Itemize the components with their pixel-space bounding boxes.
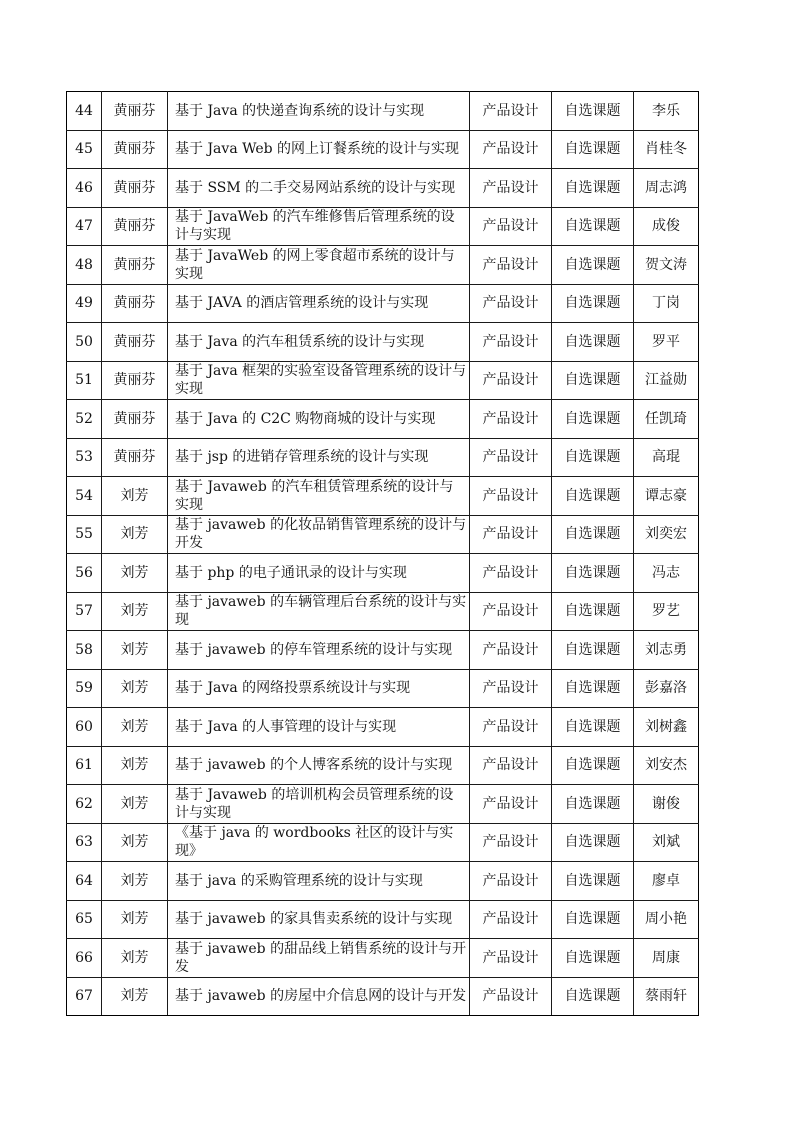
- row-number-cell: 66: [67, 939, 102, 978]
- topic-source-cell: 自选课题: [552, 862, 634, 901]
- topic-title-cell: 基于 SSM 的二手交易网站系统的设计与实现: [168, 169, 470, 208]
- student-name-cell: 蔡雨轩: [634, 977, 699, 1016]
- student-name-cell: 周志鸿: [634, 169, 699, 208]
- advisor-cell: 刘芳: [102, 592, 168, 631]
- topic-type-cell: 产品设计: [470, 939, 552, 978]
- table-row: [67, 554, 699, 593]
- row-number-cell: 61: [67, 746, 102, 785]
- topic-title-cell: 基于 javaweb 的家具售卖系统的设计与实现: [168, 900, 470, 939]
- student-name-cell: 周康: [634, 939, 699, 978]
- row-number-cell: 59: [67, 669, 102, 708]
- advisor-cell: 刘芳: [102, 631, 168, 670]
- table-row: [67, 477, 699, 516]
- topic-source-cell: 自选课题: [552, 746, 634, 785]
- topic-title-cell: 基于 php 的电子通讯录的设计与实现: [168, 554, 470, 593]
- student-name-cell: 贺文涛: [634, 246, 699, 285]
- topic-type-cell: 产品设计: [470, 284, 552, 323]
- table-row: [67, 438, 699, 477]
- advisor-cell: 黄丽芬: [102, 323, 168, 362]
- student-name-cell: 任凯琦: [634, 400, 699, 439]
- student-name-cell: 刘树鑫: [634, 708, 699, 747]
- topic-title-cell: 《基于 java 的 wordbooks 社区的设计与实现》: [168, 823, 470, 862]
- advisor-cell: 刘芳: [102, 746, 168, 785]
- topic-title-cell: 基于 Java 的人事管理的设计与实现: [168, 708, 470, 747]
- topic-source-cell: 自选课题: [552, 284, 634, 323]
- row-number-cell: 48: [67, 246, 102, 285]
- table-row: [67, 862, 699, 901]
- table-row: [67, 592, 699, 631]
- topic-type-cell: 产品设计: [470, 169, 552, 208]
- topic-source-cell: 自选课题: [552, 669, 634, 708]
- topic-type-cell: 产品设计: [470, 477, 552, 516]
- row-number-cell: 45: [67, 130, 102, 169]
- table-row: [67, 939, 699, 978]
- table-row: [67, 246, 699, 285]
- topic-title-cell: 基于 Java 的汽车租赁系统的设计与实现: [168, 323, 470, 362]
- row-number-cell: 49: [67, 284, 102, 323]
- student-name-cell: 丁岗: [634, 284, 699, 323]
- topic-type-cell: 产品设计: [470, 207, 552, 246]
- student-name-cell: 刘奕宏: [634, 515, 699, 554]
- topic-title-cell: 基于 Java 框架的实验室设备管理系统的设计与实现: [168, 361, 470, 400]
- topic-source-cell: 自选课题: [552, 169, 634, 208]
- student-name-cell: 刘斌: [634, 823, 699, 862]
- advisor-cell: 刘芳: [102, 669, 168, 708]
- row-number-cell: 52: [67, 400, 102, 439]
- topic-type-cell: 产品设计: [470, 708, 552, 747]
- advisor-cell: 黄丽芬: [102, 284, 168, 323]
- row-number-cell: 46: [67, 169, 102, 208]
- topic-type-cell: 产品设计: [470, 438, 552, 477]
- topic-source-cell: 自选课题: [552, 92, 634, 131]
- topic-title-cell: 基于 javaweb 的停车管理系统的设计与实现: [168, 631, 470, 670]
- topic-source-cell: 自选课题: [552, 592, 634, 631]
- topic-source-cell: 自选课题: [552, 246, 634, 285]
- table-row: [67, 323, 699, 362]
- topic-source-cell: 自选课题: [552, 361, 634, 400]
- advisor-cell: 刘芳: [102, 977, 168, 1016]
- row-number-cell: 55: [67, 515, 102, 554]
- topic-source-cell: 自选课题: [552, 939, 634, 978]
- topic-title-cell: 基于 Java Web 的网上订餐系统的设计与实现: [168, 130, 470, 169]
- student-name-cell: 李乐: [634, 92, 699, 131]
- table-row: [67, 708, 699, 747]
- topic-type-cell: 产品设计: [470, 323, 552, 362]
- advisor-cell: 刘芳: [102, 708, 168, 747]
- topic-source-cell: 自选课题: [552, 438, 634, 477]
- table-row: [67, 361, 699, 400]
- topic-type-cell: 产品设计: [470, 631, 552, 670]
- table-row: [67, 977, 699, 1016]
- topic-title-cell: 基于 javaweb 的房屋中介信息网的设计与开发: [168, 977, 470, 1016]
- advisor-cell: 黄丽芬: [102, 438, 168, 477]
- student-name-cell: 刘安杰: [634, 746, 699, 785]
- table-row: [67, 207, 699, 246]
- advisor-cell: 刘芳: [102, 939, 168, 978]
- topic-title-cell: 基于 Javaweb 的培训机构会员管理系统的设计与实现: [168, 785, 470, 824]
- topic-type-cell: 产品设计: [470, 900, 552, 939]
- student-name-cell: 罗艺: [634, 592, 699, 631]
- topic-source-cell: 自选课题: [552, 400, 634, 439]
- advisor-cell: 刘芳: [102, 862, 168, 901]
- topic-type-cell: 产品设计: [470, 400, 552, 439]
- table-row: [67, 900, 699, 939]
- advisor-cell: 刘芳: [102, 477, 168, 516]
- row-number-cell: 50: [67, 323, 102, 362]
- advisor-cell: 黄丽芬: [102, 169, 168, 208]
- advisor-cell: 黄丽芬: [102, 207, 168, 246]
- advisor-cell: 刘芳: [102, 785, 168, 824]
- row-number-cell: 47: [67, 207, 102, 246]
- topic-source-cell: 自选课题: [552, 477, 634, 516]
- student-name-cell: 廖卓: [634, 862, 699, 901]
- row-number-cell: 62: [67, 785, 102, 824]
- table-body: [67, 92, 699, 1016]
- table-row: [67, 92, 699, 131]
- topic-title-cell: 基于 javaweb 的甜品线上销售系统的设计与开发: [168, 939, 470, 978]
- topic-type-cell: 产品设计: [470, 246, 552, 285]
- student-name-cell: 谭志豪: [634, 477, 699, 516]
- topic-title-cell: 基于 Java 的网络投票系统设计与实现: [168, 669, 470, 708]
- topic-title-cell: 基于 JAVA 的酒店管理系统的设计与实现: [168, 284, 470, 323]
- advisor-cell: 刘芳: [102, 554, 168, 593]
- topic-type-cell: 产品设计: [470, 823, 552, 862]
- topic-source-cell: 自选课题: [552, 785, 634, 824]
- student-name-cell: 江益勋: [634, 361, 699, 400]
- table-row: [67, 284, 699, 323]
- topic-source-cell: 自选课题: [552, 708, 634, 747]
- topic-type-cell: 产品设计: [470, 92, 552, 131]
- advisor-cell: 刘芳: [102, 900, 168, 939]
- table-row: [67, 515, 699, 554]
- advisor-cell: 黄丽芬: [102, 246, 168, 285]
- topic-type-cell: 产品设计: [470, 361, 552, 400]
- table-row: [67, 823, 699, 862]
- topic-source-cell: 自选课题: [552, 900, 634, 939]
- topic-title-cell: 基于 Java 的 C2C 购物商城的设计与实现: [168, 400, 470, 439]
- advisor-cell: 黄丽芬: [102, 130, 168, 169]
- row-number-cell: 63: [67, 823, 102, 862]
- topic-title-cell: 基于 javaweb 的个人博客系统的设计与实现: [168, 746, 470, 785]
- topic-source-cell: 自选课题: [552, 554, 634, 593]
- topic-type-cell: 产品设计: [470, 515, 552, 554]
- topic-type-cell: 产品设计: [470, 977, 552, 1016]
- advisor-cell: 黄丽芬: [102, 400, 168, 439]
- row-number-cell: 53: [67, 438, 102, 477]
- row-number-cell: 64: [67, 862, 102, 901]
- topic-type-cell: 产品设计: [470, 785, 552, 824]
- topic-title-cell: 基于 JavaWeb 的汽车维修售后管理系统的设计与实现: [168, 207, 470, 246]
- topic-source-cell: 自选课题: [552, 130, 634, 169]
- topic-type-cell: 产品设计: [470, 130, 552, 169]
- topic-source-cell: 自选课题: [552, 631, 634, 670]
- table-row: [67, 631, 699, 670]
- topic-title-cell: 基于 JavaWeb 的网上零食超市系统的设计与实现: [168, 246, 470, 285]
- row-number-cell: 44: [67, 92, 102, 131]
- topic-source-cell: 自选课题: [552, 323, 634, 362]
- table-row: [67, 746, 699, 785]
- advisor-cell: 刘芳: [102, 515, 168, 554]
- student-name-cell: 谢俊: [634, 785, 699, 824]
- student-name-cell: 高琨: [634, 438, 699, 477]
- student-name-cell: 冯志: [634, 554, 699, 593]
- table-row: [67, 169, 699, 208]
- row-number-cell: 60: [67, 708, 102, 747]
- advisor-cell: 刘芳: [102, 823, 168, 862]
- student-name-cell: 彭嘉洛: [634, 669, 699, 708]
- student-name-cell: 刘志勇: [634, 631, 699, 670]
- topic-title-cell: 基于 javaweb 的化妆品销售管理系统的设计与开发: [168, 515, 470, 554]
- topic-source-cell: 自选课题: [552, 823, 634, 862]
- student-name-cell: 周小艳: [634, 900, 699, 939]
- topic-table: [66, 91, 699, 1016]
- row-number-cell: 57: [67, 592, 102, 631]
- topic-title-cell: 基于 Javaweb 的汽车租赁管理系统的设计与实现: [168, 477, 470, 516]
- topic-source-cell: 自选课题: [552, 977, 634, 1016]
- topic-source-cell: 自选课题: [552, 207, 634, 246]
- row-number-cell: 65: [67, 900, 102, 939]
- row-number-cell: 56: [67, 554, 102, 593]
- student-name-cell: 罗平: [634, 323, 699, 362]
- topic-type-cell: 产品设计: [470, 669, 552, 708]
- table-row: [67, 400, 699, 439]
- table-row: [67, 130, 699, 169]
- row-number-cell: 54: [67, 477, 102, 516]
- row-number-cell: 51: [67, 361, 102, 400]
- topic-title-cell: 基于 Java 的快递查询系统的设计与实现: [168, 92, 470, 131]
- topic-title-cell: 基于 java 的采购管理系统的设计与实现: [168, 862, 470, 901]
- advisor-cell: 黄丽芬: [102, 361, 168, 400]
- table-row: [67, 785, 699, 824]
- row-number-cell: 58: [67, 631, 102, 670]
- topic-source-cell: 自选课题: [552, 515, 634, 554]
- student-name-cell: 成俊: [634, 207, 699, 246]
- table-row: [67, 669, 699, 708]
- topic-title-cell: 基于 jsp 的进销存管理系统的设计与实现: [168, 438, 470, 477]
- topic-type-cell: 产品设计: [470, 592, 552, 631]
- advisor-cell: 黄丽芬: [102, 92, 168, 131]
- topic-type-cell: 产品设计: [470, 554, 552, 593]
- student-name-cell: 肖桂冬: [634, 130, 699, 169]
- topic-type-cell: 产品设计: [470, 862, 552, 901]
- row-number-cell: 67: [67, 977, 102, 1016]
- topic-type-cell: 产品设计: [470, 746, 552, 785]
- topic-title-cell: 基于 javaweb 的车辆管理后台系统的设计与实现: [168, 592, 470, 631]
